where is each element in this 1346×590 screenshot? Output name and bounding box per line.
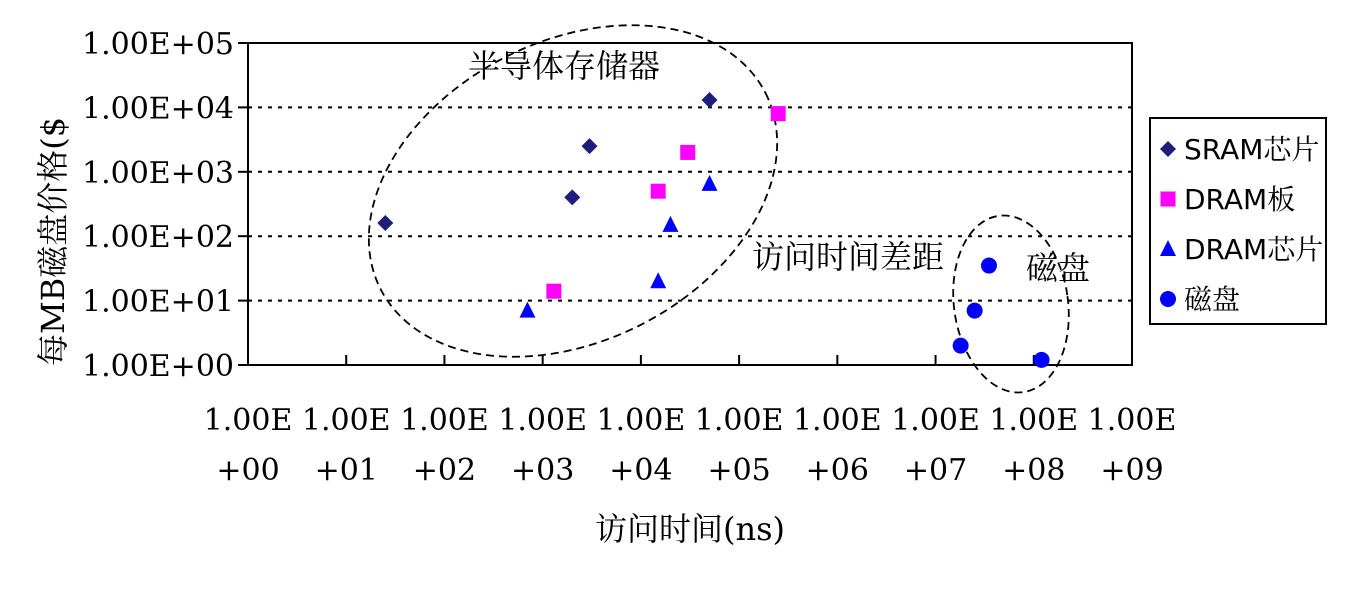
y-tick-label: 1.00E+01 xyxy=(81,284,234,320)
x-tick-label: +03 xyxy=(511,453,575,488)
data-point-square xyxy=(771,106,786,121)
x-tick-label: +07 xyxy=(903,453,968,488)
x-tick-label: 1.00E xyxy=(203,403,293,438)
x-tick-label: +06 xyxy=(805,453,869,488)
legend-swatch-square xyxy=(1161,192,1176,207)
x-tick-label: 1.00E xyxy=(891,403,980,438)
x-tick-label: +02 xyxy=(412,453,477,488)
x-tick-label: 1.00E xyxy=(498,403,588,438)
x-tick-label: +01 xyxy=(314,453,378,488)
x-axis-ticks xyxy=(204,355,1177,488)
x-tick-label: 1.00E xyxy=(301,403,391,438)
annotation-access-gap: 访问时间差距 xyxy=(752,238,945,276)
x-axis-title: 访问时间(ns) xyxy=(594,510,786,548)
data-point-square xyxy=(651,184,666,199)
x-tick-label: 1.00E xyxy=(989,403,1079,438)
data-point-circle xyxy=(981,258,997,274)
x-tick-label: 1.00E xyxy=(694,403,784,438)
x-tick-label: +09 xyxy=(1100,453,1164,488)
x-tick-label: 1.00E xyxy=(792,403,882,438)
y-tick-label: 1.00E+03 xyxy=(81,155,234,191)
legend-label: DRAM芯片 xyxy=(1184,233,1324,266)
x-tick-label: 1.00E xyxy=(1087,403,1177,438)
data-point-circle xyxy=(953,338,969,354)
data-point-square xyxy=(680,145,695,160)
y-axis-title: 每MB磁盘价格($ xyxy=(34,116,72,366)
x-tick-label: 1.00E xyxy=(596,403,686,438)
annotation-disk: 磁盘 xyxy=(1026,249,1091,287)
x-tick-label: 1.00E xyxy=(400,403,489,438)
legend-label: 磁盘 xyxy=(1184,283,1241,316)
data-point-circle xyxy=(1034,352,1050,368)
legend-label: SRAM芯片 xyxy=(1184,133,1320,166)
data-point-circle xyxy=(967,303,983,319)
y-tick-label: 1.00E+00 xyxy=(81,349,234,384)
x-tick-label: +05 xyxy=(707,453,771,488)
legend-label: DRAM板 xyxy=(1184,183,1296,216)
plot-area xyxy=(248,43,1132,365)
legend-swatch-circle xyxy=(1160,291,1176,307)
x-tick-label: +08 xyxy=(1002,453,1066,488)
annotation-semiconductor: 半导体存储器 xyxy=(468,47,661,85)
y-axis-ticks xyxy=(82,27,248,384)
x-tick-label: +00 xyxy=(216,453,280,488)
y-tick-label: 1.00E+05 xyxy=(81,27,234,62)
x-tick-label: +04 xyxy=(609,453,673,488)
y-tick-label: 1.00E+04 xyxy=(81,91,234,127)
y-tick-label: 1.00E+02 xyxy=(81,220,234,256)
data-point-square xyxy=(546,284,561,299)
